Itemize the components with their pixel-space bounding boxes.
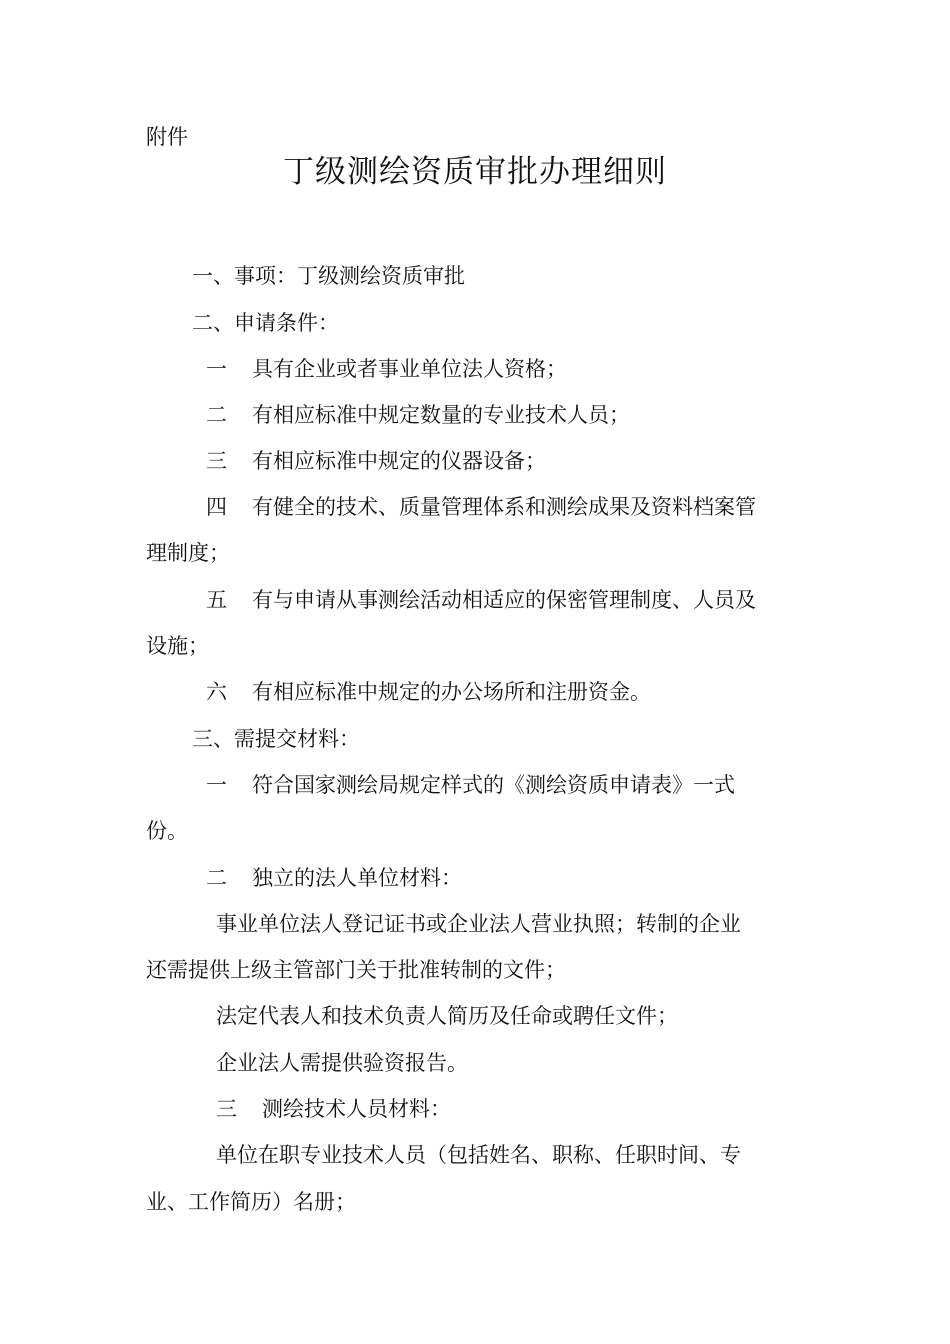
- section-heading-conditions: 二、申请条件：: [192, 311, 339, 335]
- material-item-2: [206, 863, 462, 893]
- material-item-1: [206, 770, 735, 800]
- condition-item-1: [206, 354, 567, 384]
- section-heading-materials: 三、需提交材料：: [192, 727, 360, 751]
- paragraph-continuation: 还需提供上级主管部门关于批准转制的文件；: [146, 958, 566, 982]
- condition-item-4: [206, 492, 756, 522]
- paragraph-continuation: 业、工作简历）名册；: [146, 1190, 356, 1214]
- condition-item-3: [206, 446, 546, 476]
- condition-item-2: [206, 400, 630, 430]
- condition-item-5: [206, 585, 756, 615]
- item-number: 三: [206, 449, 227, 473]
- paragraph-continuation: 理制度；: [146, 541, 230, 565]
- item-number: 六: [206, 680, 227, 704]
- item-text: 有相应标准中规定数量的专业技术人员；: [252, 403, 630, 427]
- material-item-3: [216, 1094, 451, 1124]
- condition-item-6: [206, 677, 651, 707]
- item-text: 测绘技术人员材料：: [262, 1097, 451, 1121]
- item-number: 四: [206, 495, 227, 519]
- document-title: 丁级测绘资质审批办理细则: [283, 154, 667, 190]
- item-number: 三: [216, 1097, 237, 1121]
- item-text: 符合国家测绘局规定样式的《测绘资质申请表》一式: [252, 773, 735, 797]
- item-text: 有相应标准中规定的办公场所和注册资金。: [252, 680, 651, 704]
- paragraph-continuation: 设施；: [146, 634, 209, 658]
- item-number: 一: [206, 773, 227, 797]
- item-text: 独立的法人单位材料：: [252, 866, 462, 890]
- paragraph-text: 单位在职专业技术人员（包括姓名、职称、任职时间、专: [216, 1143, 741, 1167]
- item-text: 有相应标准中规定的仪器设备；: [252, 449, 546, 473]
- item-number: 二: [206, 866, 227, 890]
- item-text: 具有企业或者事业单位法人资格；: [252, 357, 567, 381]
- paragraph-text: 法定代表人和技术负责人简历及任命或聘任文件；: [216, 1004, 678, 1028]
- item-text: 有健全的技术、质量管理体系和测绘成果及资料档案管: [252, 495, 756, 519]
- paragraph-text: 事业单位法人登记证书或企业法人营业执照；转制的企业: [216, 912, 741, 936]
- item-text: 有与申请从事测绘活动相适应的保密管理制度、人员及: [252, 588, 756, 612]
- section-heading-matter: 一、事项：丁级测绘资质审批: [192, 264, 465, 288]
- attachment-label: 附件: [146, 125, 188, 149]
- item-number: 一: [206, 357, 227, 381]
- item-number: 二: [206, 403, 227, 427]
- paragraph-text: 企业法人需提供验资报告。: [216, 1051, 468, 1075]
- paragraph-continuation: 份。: [146, 819, 188, 843]
- item-number: 五: [206, 588, 227, 612]
